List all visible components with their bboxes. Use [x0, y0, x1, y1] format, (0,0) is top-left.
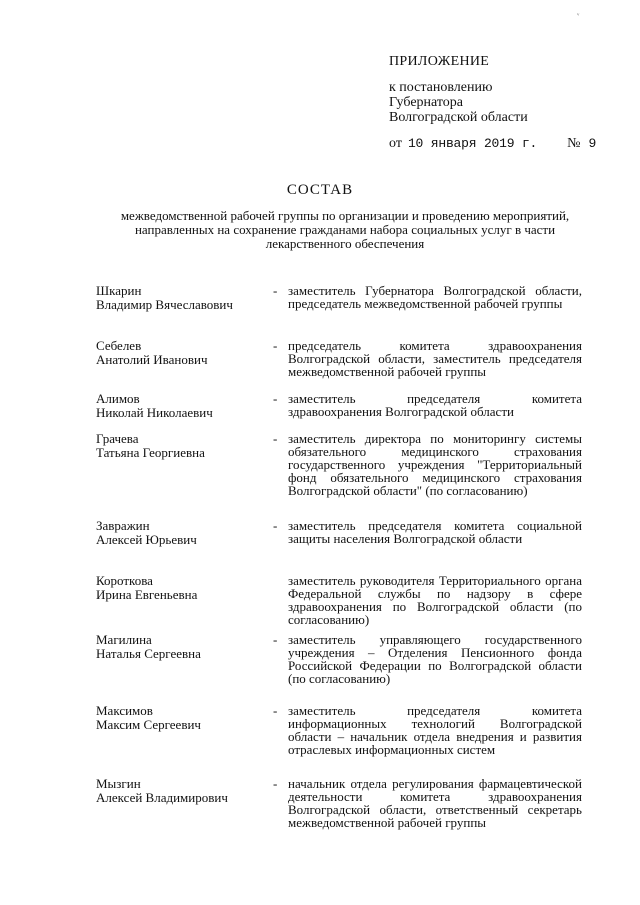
member-name — [96, 704, 276, 732]
member-name — [96, 432, 276, 460]
document-subtitle: межведомственной рабочей группы по организации и проведению мероприятий, направленных на сохранение гражданами набора социальных услуг в части лекарственного обеспечения — [120, 208, 570, 251]
appendix-line: Волгоградской области — [389, 110, 528, 125]
member-role: заместитель председателя комитета социальной защиты населения Волгоградской области — [288, 518, 582, 546]
member-surname: Короткова — [96, 573, 153, 588]
appendix-line: к постановлению — [389, 80, 493, 95]
member-role: заместитель Губернатора Волгоградской области, председатель межведомственной рабочей группы — [288, 283, 582, 311]
member-role: заместитель управляющего государственного учреждения – Отделения Пенсионного фонда Российской Федерации по Волгоградской области (по согласованию) — [288, 632, 582, 686]
member-role: начальник отдела регулирования фармацевтической деятельности комитета здравоохранения Волгоградской области, ответственный секретарь межведомственной рабочей группы — [288, 776, 582, 830]
member-role: заместитель руководителя Территориального органа Федеральной службы по надзору в сфере здравоохранения по Волгоградской области (по согласованию) — [288, 573, 582, 627]
member-surname: Алимов — [96, 391, 140, 406]
member-given-names: Николай Николаевич — [96, 405, 213, 420]
decree-number-sign: № — [567, 136, 581, 151]
member-given-names: Алексей Юрьевич — [96, 532, 197, 547]
member-dash: - — [273, 632, 278, 647]
member-dash: - — [273, 703, 278, 718]
member-role: заместитель председателя комитета здравоохранения Волгоградской области — [288, 391, 582, 419]
member-role: заместитель председателя комитета информационных технологий Волгоградской области – начальник отдела внедрения и развития отраслевых информационных систем — [288, 703, 582, 757]
member-given-names: Наталья Сергеевна — [96, 646, 201, 661]
member-given-names: Алексей Владимирович — [96, 790, 228, 805]
member-dash: - — [273, 431, 278, 446]
appendix-block — [389, 54, 528, 125]
member-surname: Магилина — [96, 632, 152, 647]
decree-number: 9 — [588, 136, 597, 151]
member-surname: Мызгин — [96, 776, 141, 791]
member-given-names: Анатолий Иванович — [96, 352, 208, 367]
member-name — [96, 777, 276, 805]
member-surname: Шкарин — [96, 283, 142, 298]
member-surname: Максимов — [96, 703, 153, 718]
member-role: заместитель директора по мониторингу системы обязательного медицинского страхования государственного учреждения "Территориальный фонд обязательного медицинского страхования Волгоградской области" (по согласованию) — [288, 431, 582, 498]
member-name — [96, 339, 276, 367]
decree-date: 10 января 2019 г. — [407, 136, 538, 151]
appendix-line: Губернатора — [389, 95, 464, 110]
member-name — [96, 392, 276, 420]
document-title: СОСТАВ — [286, 182, 354, 198]
decree-from: от — [389, 136, 402, 151]
member-dash: - — [273, 391, 278, 406]
member-given-names: Ирина Евгеньевна — [96, 587, 198, 602]
member-surname: Грачева — [96, 431, 139, 446]
member-name — [96, 519, 276, 547]
member-given-names: Владимир Вячеславович — [96, 297, 233, 312]
member-name — [96, 574, 276, 602]
member-dash: - — [273, 518, 278, 533]
member-dash: - — [273, 338, 278, 353]
member-dash: - — [273, 283, 278, 298]
member-surname: Себелев — [96, 338, 142, 353]
member-name — [96, 284, 276, 312]
decree-line — [389, 136, 596, 152]
member-role: председатель комитета здравоохранения Волгоградской области, заместитель председателя межведомственной рабочей группы — [288, 338, 582, 379]
member-name — [96, 633, 276, 661]
member-given-names: Татьяна Георгиевна — [96, 445, 205, 460]
member-dash: - — [273, 776, 278, 791]
corner-mark: ᵥ — [577, 8, 580, 17]
member-given-names: Максим Сергеевич — [96, 717, 201, 732]
member-surname: Завражин — [96, 518, 150, 533]
appendix-title: ПРИЛОЖЕНИЕ — [389, 54, 490, 69]
